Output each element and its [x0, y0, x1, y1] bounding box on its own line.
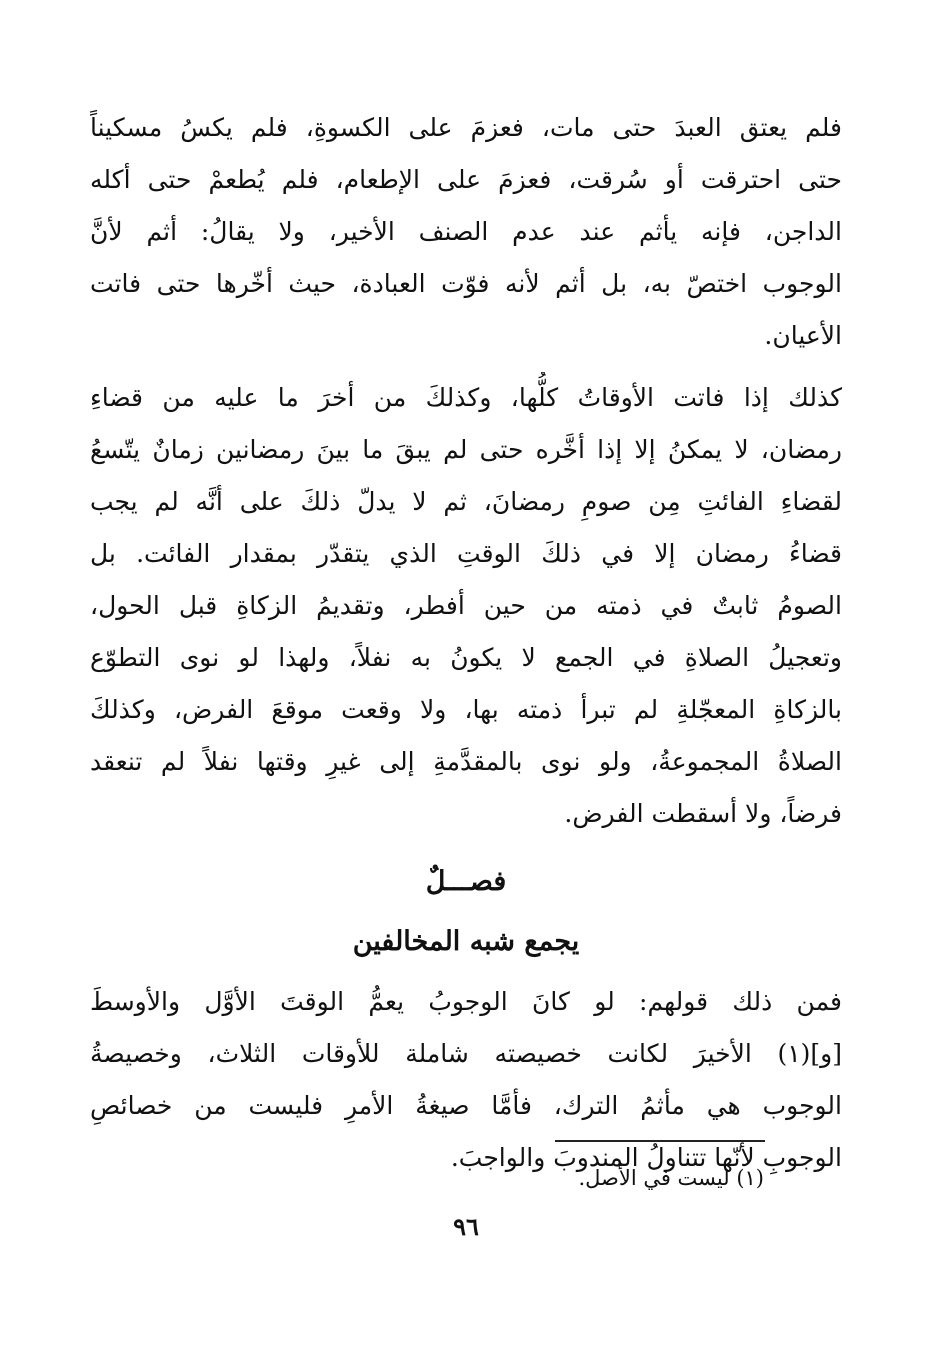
footnote-divider: [555, 1140, 765, 1142]
text-line: قضاءُ رمضان إلا في ذلكَ الوقتِ الذي يتقدّر بمقدار الفائت. بل: [90, 539, 842, 568]
text-line: كذلك إذا فاتت الأوقاتُ كلُّها، وكذلكَ من أخرَ ما عليه من قضاءِ: [90, 383, 842, 412]
text-line: الوجوب اختصّ به، بل أثم لأنه فوّت العبادة، حيث أخّرها حتى فاتت: [90, 269, 842, 298]
text-line: رمضان، لا يمكنُ إلا إذا أخَّره حتى لم يبقَ ما بينَ رمضانين زمانٌ يتّسعُ: [90, 435, 842, 464]
text-line: فرضاً، ولا أسقطت الفرض.: [564, 799, 842, 828]
footnote: (١) ليست في الأصل.: [578, 1166, 764, 1190]
text-line: بالزكاةِ المعجّلةِ لم تبرأ ذمته بها، ولا وقعت موقعَ الفرض، وكذلكَ: [90, 695, 842, 724]
text-line: [و](١) الأخيرَ لكانت خصيصته شاملة للأوقات الثلاث، وخصيصةُ: [90, 1039, 842, 1068]
text-line: لقضاءِ الفائتِ مِن صومِ رمضانَ، ثم لا يدلّ ذلكَ على أنَّه لم يجب: [90, 487, 842, 516]
text-line: الوجوبِ لأنّها تتناولُ المندوبَ والواجبَ.: [450, 1143, 842, 1172]
section-subheading: يجمع شبه المخالفين: [352, 926, 580, 957]
text-line: وتعجيلُ الصلاةِ في الجمع لا يكونُ به نفلاً، ولهذا لو نوى التطوّع: [90, 643, 842, 672]
text-line: الصلاةُ المجموعةُ، ولو نوى بالمقدَّمةِ إلى غيرِ وقتها نفلاً لم تنعقد: [90, 747, 842, 776]
page-body: [90, 102, 842, 1184]
text-line: الأعيان.: [764, 321, 842, 350]
paragraph-2: [90, 372, 842, 840]
paragraph-3: [90, 976, 842, 1184]
text-line: حتى احترقت أو سُرقت، فعزمَ على الإطعام، فلم يُطعمْ حتى أكله: [90, 165, 842, 194]
text-line: الصومُ ثابتٌ في ذمته من حين أفطر، وتقديمُ الزكاةِ قبل الحول،: [90, 591, 842, 620]
text-line: فمن ذلك قولهم: لو كانَ الوجوبُ يعمُّ الوقتَ الأوَّل والأوسطَ: [90, 987, 842, 1016]
text-line: الوجوب هي مأثمُ الترك، فأمَّا صيغةُ الأمرِ فليست من خصائصِ: [90, 1091, 842, 1120]
text-line: فلم يعتق العبدَ حتى مات، فعزمَ على الكسوةِ، فلم يكسُ مسكيناً: [90, 113, 842, 142]
section-heading: فصـــلٌ: [425, 866, 507, 897]
paragraph-1: [90, 102, 842, 362]
text-line: الداجن، فإنه يأثم عند عدم الصنف الأخير، ولا يقالُ: أثم لأنَّ: [90, 217, 842, 246]
page-number: ٩٦: [453, 1212, 479, 1241]
